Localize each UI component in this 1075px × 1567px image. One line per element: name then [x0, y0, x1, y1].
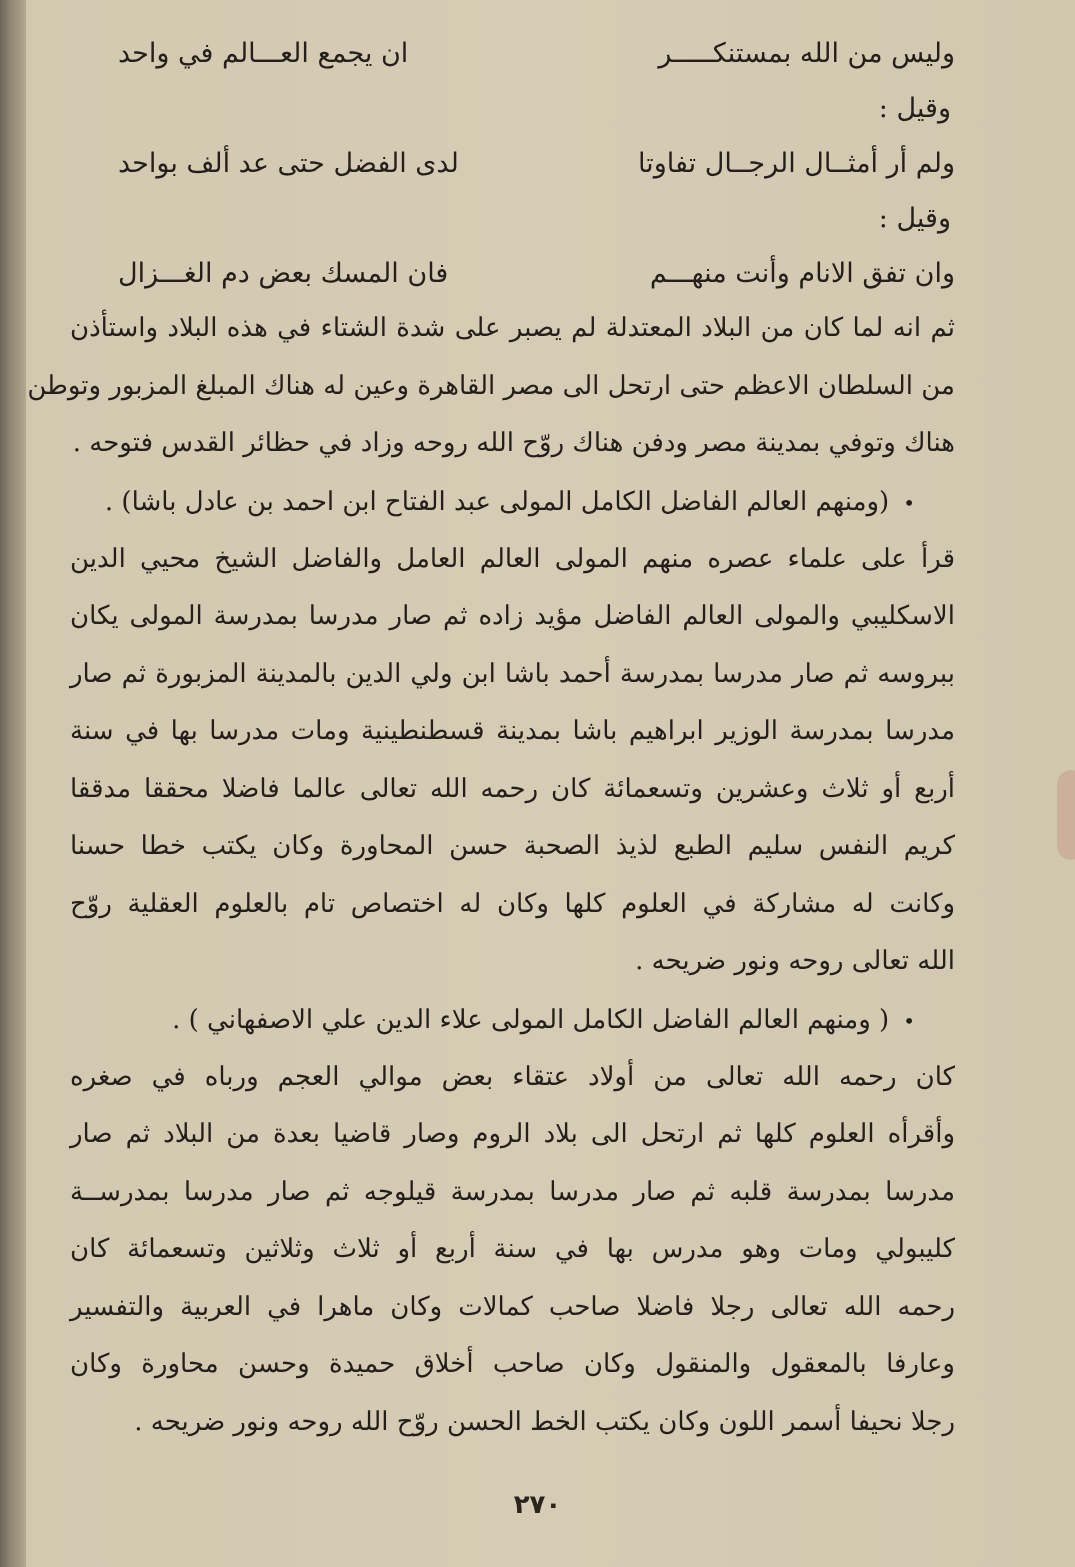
paragraph-line: الاسكليبي والمولى العالم الفاضل مؤيد زاده ثم صار مدرسا بمدرسة المولى يكان: [70, 601, 955, 631]
verse-line: [70, 28, 955, 80]
biography-heading: [70, 473, 955, 531]
paragraph-line: كان رحمه الله تعالى من أولاد عتقاء بعض موالي العجم ورباه في صغره: [70, 1061, 955, 1092]
verse-first-hemistich: ولم أر أمثــال الرجــال تفاوتا: [637, 148, 955, 179]
paragraph-line: رحمه الله تعالى رجلا فاضلا صاحب كمالات وكان ماهرا في العربية والتفسير: [70, 1291, 955, 1322]
paragraph-line: أربع أو ثلاث وعشرين وتسعمائة كان رحمه الله تعالى عالما فاضلا محققا مدققا: [70, 773, 955, 804]
verse-intro: وقيل :: [878, 93, 951, 124]
biography-heading-text: ( ومنهم العالم الفاضل الكامل المولى علاء الدين علي الاصفهاني ) .: [172, 1004, 890, 1035]
paragraph-line: مدرسا بمدرسة قلبه ثم صار مدرسا بمدرسة قيلوجه ثم صار مدرسا بمدرســة: [70, 1176, 956, 1207]
heading-bullet: •: [903, 490, 915, 515]
verse-intro: وقيل :: [878, 203, 951, 234]
paragraph-line: ثم انه لما كان من البلاد المعتدلة لم يصبر على شدة الشتاء في هذه البلاد واستأذن: [70, 313, 955, 343]
paragraph-line: من السلطان الاعظم حتى ارتحل الى مصر القاهرة وعين له هناك المبلغ المزبور وتوطن: [27, 370, 955, 401]
paragraph-line: قرأ على علماء عصره منهم المولى العالم العامل والفاضل الشيخ محيي الدين: [70, 543, 955, 574]
biography-heading-text: (ومنهم العالم الفاضل الكامل المولى عبد الفتاح ابن احمد بن عادل باشا) .: [104, 486, 890, 517]
paragraph-line: الله تعالى روحه ونور ضريحه .: [635, 946, 955, 976]
paragraph-line: كليبولي ومات وهو مدرس بها في سنة أربع أو ثلاث وثلاثين وتسعمائة كان: [70, 1234, 955, 1264]
verse-second-hemistich: لدى الفضل حتى عد ألف بواحد: [118, 148, 459, 179]
page-text: [27, 28, 956, 1451]
paragraph-line: ببروسه ثم صار مدرسا بمدرسة أحمد باشا ابن ولي الدين بالمدينة المزبورة ثم صار: [70, 658, 955, 689]
paragraph-line: كريم النفس سليم الطبع لذيذ الصحبة حسن المحاورة وكان يكتب خطا حسنا: [70, 831, 955, 861]
paragraph-line: وكانت له مشاركة في العلوم كلها وكان له اختصاص تام بالعلوم العقلية روّح: [70, 888, 955, 919]
paragraph-line: مدرسا بمدرسة الوزير ابراهيم باشا بمدينة قسطنطينية ومات مدرسا بها في سنة: [70, 716, 955, 746]
verse-first-hemistich: وليس من الله بمستنكـــــر: [658, 38, 955, 69]
biography-heading: [70, 991, 955, 1049]
paragraph-line: هناك وتوفي بمدينة مصر ودفن هناك روّح الله روحه وزاد في حظائر القدس فتوحه .: [72, 428, 955, 458]
heading-bullet: •: [903, 1008, 915, 1033]
paragraph-line: رجلا نحيفا أسمر اللون وكان يكتب الخط الحسن روّح الله روحه ونور ضريحه .: [134, 1406, 955, 1437]
thumb-at-page-edge: [1057, 770, 1075, 860]
verse-line: [70, 248, 955, 300]
verse-first-hemistich: وان تفق الانام وأنت منهـــم: [649, 258, 955, 289]
verse-second-hemistich: ان يجمع العـــالم في واحد: [118, 38, 409, 69]
paragraph-line: وأقرأه العلوم كلها ثم ارتحل الى بلاد الروم وصار قاضيا بعدة من البلاد ثم صار: [70, 1119, 955, 1149]
book-binding-shadow: [0, 0, 26, 1567]
verse-second-hemistich: فان المسك بعض دم الغـــزال: [118, 258, 449, 289]
paragraph-line: وعارفا بالمعقول والمنقول وكان صاحب أخلاق حميدة وحسن محاورة وكان: [70, 1349, 955, 1379]
verse-line: [70, 138, 955, 190]
page-number: ٢٧٠: [513, 1490, 562, 1520]
